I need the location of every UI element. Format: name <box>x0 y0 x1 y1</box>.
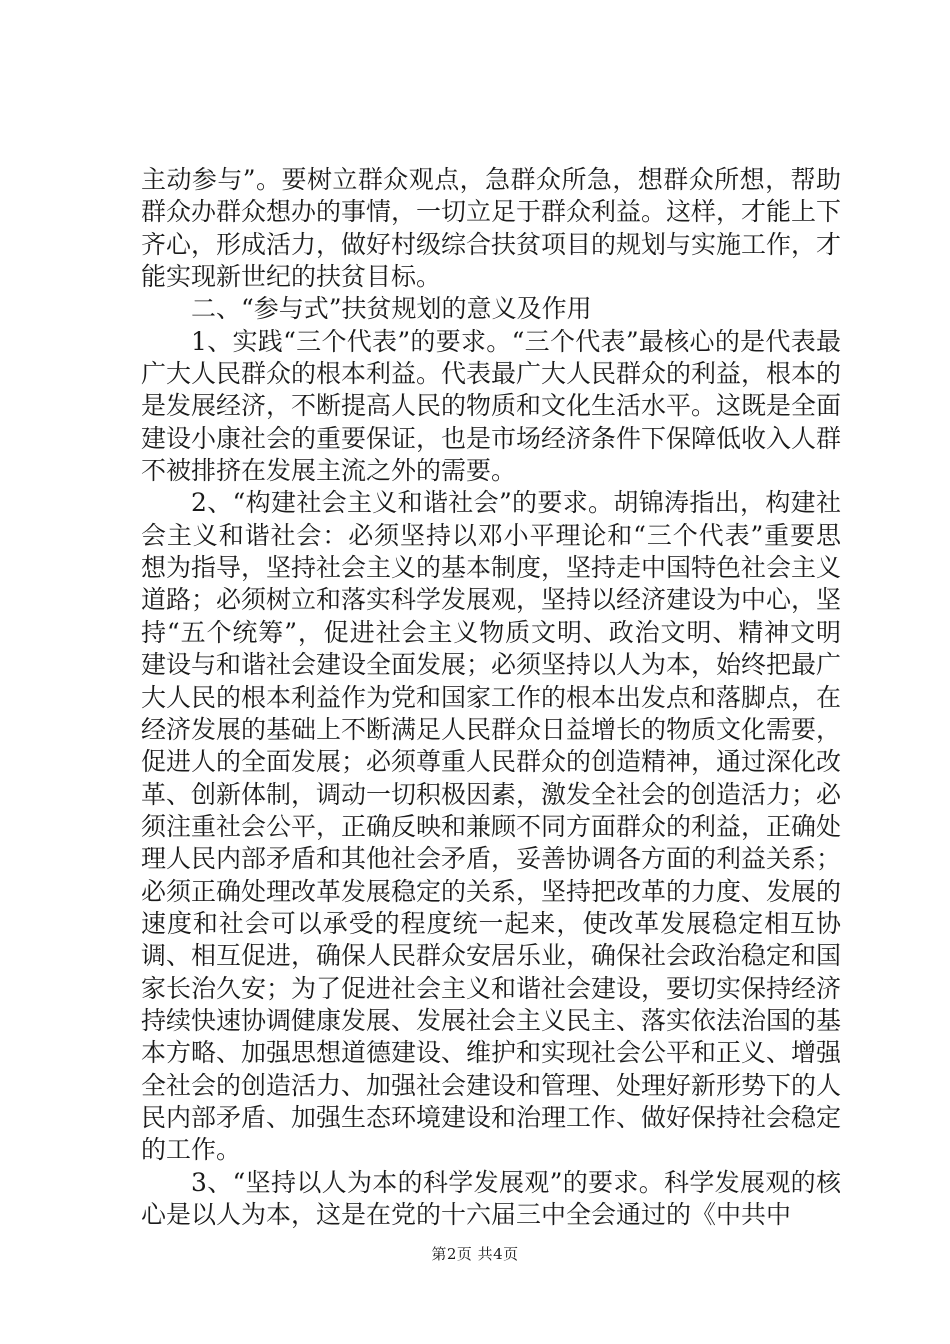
paragraph-item-3: 3、“坚持以人为本的科学发展观”的要求。科学发展观的核心是以人为本，这是在党的十六届三中全会通过的《中共中 <box>141 1167 841 1229</box>
section-heading: 二、“参与式”扶贫规划的意义及作用 <box>191 294 592 324</box>
page-number-footer: 第2页 共4页 <box>431 1245 519 1263</box>
document-body <box>141 164 841 1231</box>
paragraph-item-2: 2、“构建社会主义和谐社会”的要求。胡锦涛指出，构建社会主义和谐社会：必须坚持以邓小平理论和“三个代表”重要思想为指导，坚持社会主义的基本制度，坚持走中国特色社会主义道路；必须树立和落实科学发展观，坚持以经济建设为中心，坚持“五个统筹”，促进社会主义物质文明、政治文明、精神文明建设与和谐社会建设全面发展；必须坚持以人为本，始终把最广大人民的根本利益作为党和国家工作的根本出发点和落脚点，在经济发展的基础上不断满足人民群众日益增长的物质文化需要，促进人的全面发展；必须尊重人民群众的创造精神，通过深化改革、创新体制，调动一切积极因素，激发全社会的创造活力；必须注重社会公平，正确反映和兼顾不同方面群众的利益，正确处理人民内部矛盾和其他社会矛盾，妥善协调各方面的利益关系；必须正确处理改革发展稳定的关系，坚持把改革的力度、发展的速度和社会可以承受的程度统一起来，使改革发展稳定相互协调、相互促进，确保人民群众安居乐业，确保社会政治稳定和国家长治久安；为了促进社会主义和谐社会建设，要切实保持经济持续快速协调健康发展、发展社会主义民主、落实依法治国的基本方略、加强思想道德建设、维护和实现社会公平和正义、增强全社会的创造活力、加强社会建设和管理、处理好新形势下的人民内部矛盾、加强生态环境建设和治理工作、做好保持社会稳定的工作。 <box>141 488 842 1165</box>
paragraph-continuation: 主动参与”。要树立群众观点，急群众所急，想群众所想，帮助群众办群众想办的事情，一切立足于群众利益。这样，才能上下齐心，形成活力，做好村级综合扶贫项目的规划与实施工作，才能实现新世纪的扶贫目标。 <box>141 165 842 292</box>
paragraph-item-1: 1、实践“三个代表”的要求。“三个代表”最核心的是代表最广大人民群众的根本利益。代表最广大人民群众的利益，根本的是发展经济，不断提高人民的物质和文化生活水平。这既是全面建设小康社会的重要保证，也是市场经济条件下保障低收入人群不被排挤在发展主流之外的需要。 <box>141 326 842 486</box>
